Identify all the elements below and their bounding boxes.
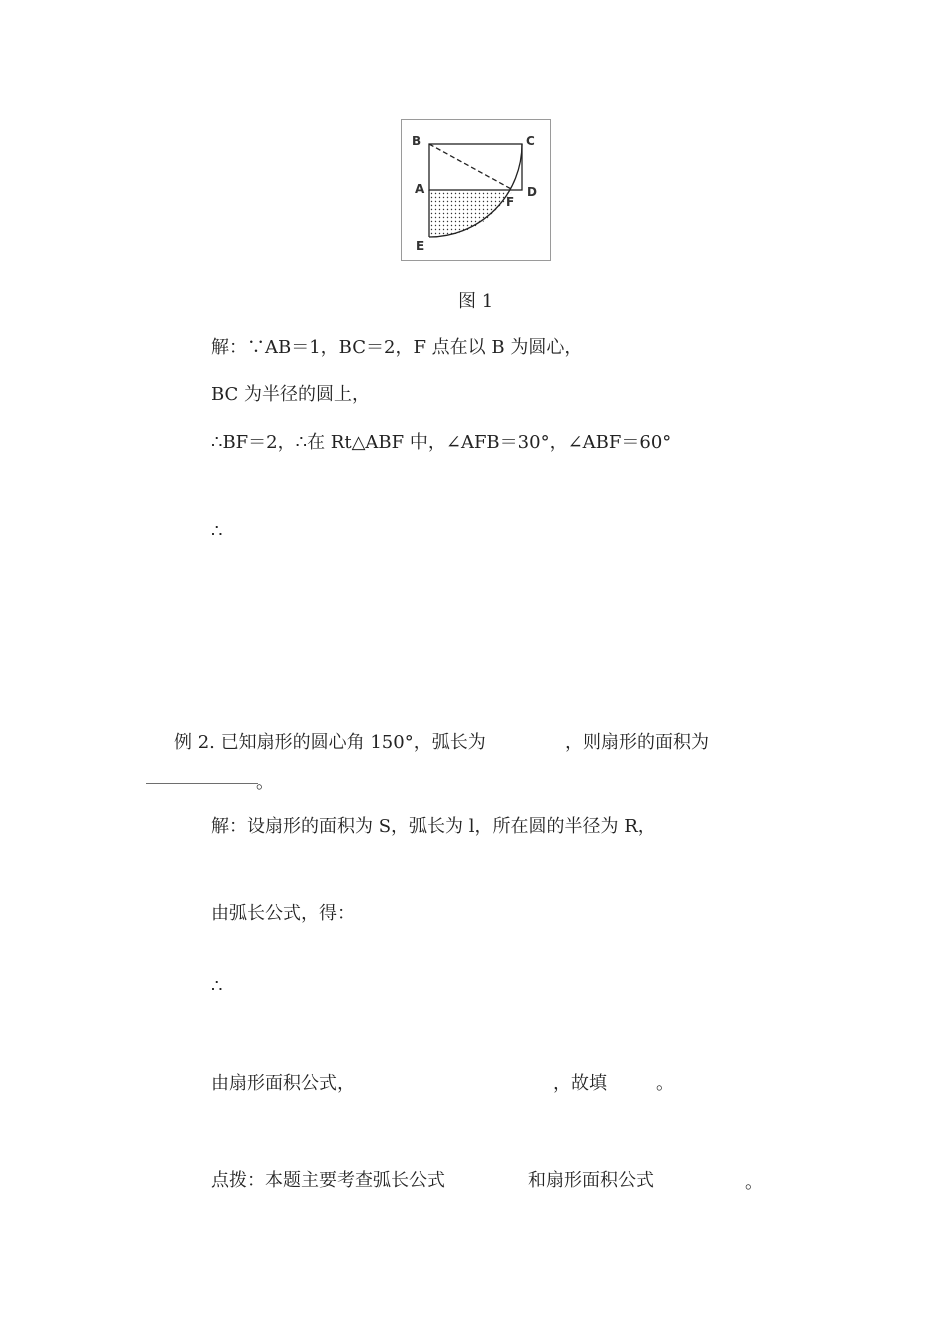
shaded-region xyxy=(429,190,513,237)
example2-solution-line1: 解：设扇形的面积为 S，弧长为 l，所在圆的半径为 R， xyxy=(211,816,656,837)
example2-solution-therefore: ∴ xyxy=(211,976,223,997)
figure-1-diagram xyxy=(401,119,551,261)
hint-text-c: 。 xyxy=(745,1172,763,1193)
geometry-figure xyxy=(402,120,550,260)
blank-end-mark: 。 xyxy=(256,772,274,793)
solution1-line1: 解：∵AB＝1，BC＝2，F 点在以 B 为圆心， xyxy=(211,337,583,358)
hint-text-b: 和扇形面积公式 xyxy=(528,1170,654,1191)
figure-caption: 图 1 xyxy=(458,291,494,312)
example2-question-start: 例 2. 已知扇形的圆心角 150°，弧长为 xyxy=(174,732,486,753)
label-a: A xyxy=(415,182,425,196)
example2-question-end: ，则扇形的面积为 xyxy=(565,732,709,753)
label-d: D xyxy=(527,185,537,199)
example2-solution-line4-b: ，故填 xyxy=(553,1073,607,1094)
dashed-bf xyxy=(429,144,513,190)
label-e: E xyxy=(416,239,425,253)
solution1-line2: BC 为半径的圆上， xyxy=(211,384,371,405)
label-f: F xyxy=(506,195,515,209)
example2-solution-line4-c: 。 xyxy=(656,1073,674,1094)
rectangle-abcd xyxy=(429,144,522,190)
example2-solution-line4-a: 由扇形面积公式， xyxy=(211,1073,355,1094)
answer-blank xyxy=(146,783,258,784)
label-c: C xyxy=(526,134,535,148)
solution1-therefore: ∴ xyxy=(211,521,223,542)
example2-solution-line2: 由弧长公式，得： xyxy=(211,903,355,924)
solution1-line3: ∴BF＝2，∴在 Rt△ABF 中，∠AFB＝30°，∠ABF＝60° xyxy=(211,432,672,453)
label-b: B xyxy=(412,134,422,148)
hint-text-a: 点拨：本题主要考查弧长公式 xyxy=(211,1170,445,1191)
